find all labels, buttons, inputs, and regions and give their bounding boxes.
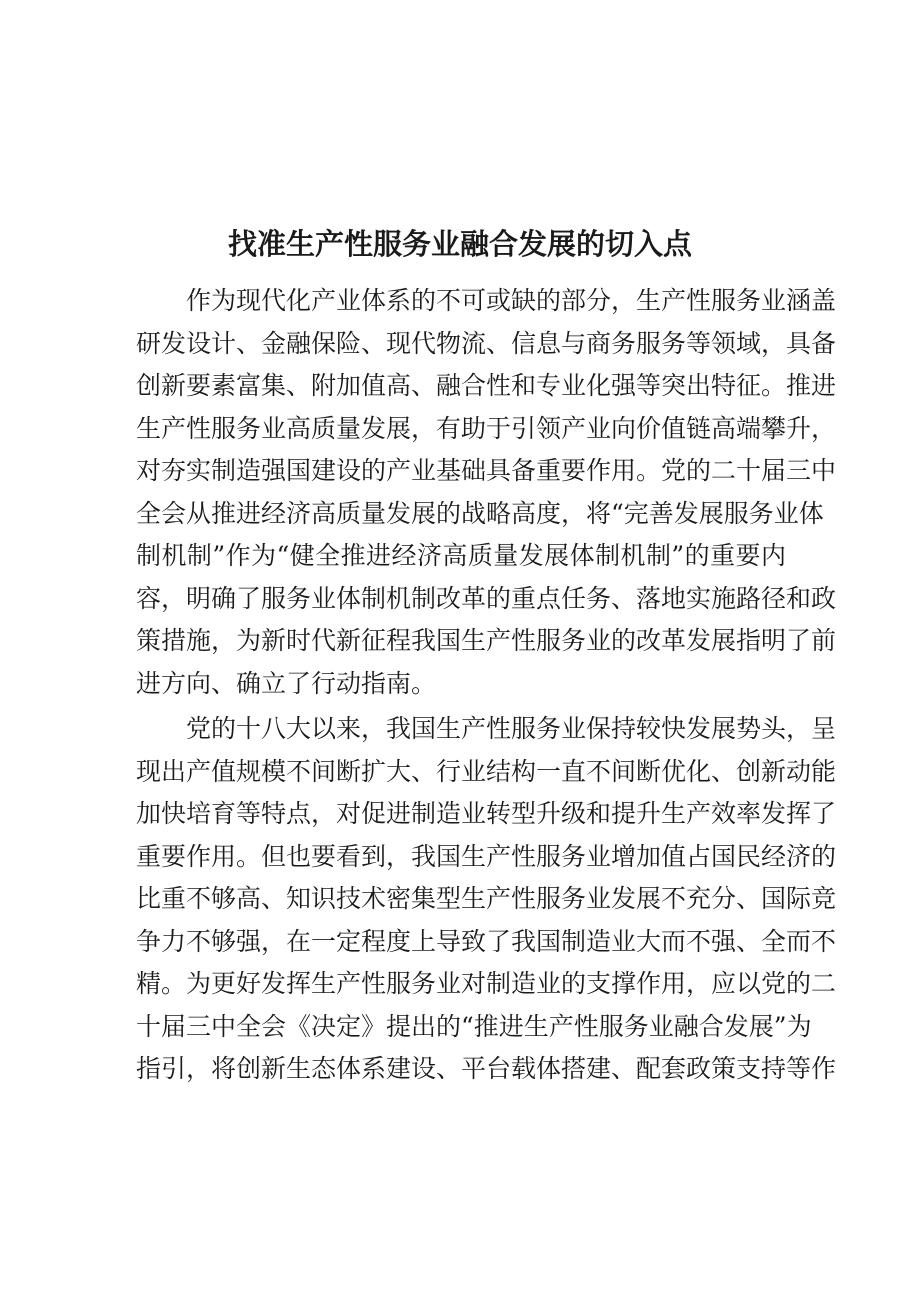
document-title: 找准生产性服务业融合发展的切入点 xyxy=(227,227,692,261)
paragraph-line: 策措施，为新时代新征程我国生产性服务业的改革发展指明了前 xyxy=(136,626,837,655)
paragraph-line: 制机制”作为“健全推进经济高质量发展体制机制”的重要内 xyxy=(136,541,786,570)
paragraph-line: 比重不够高、知识技术密集型生产性服务业发展不充分、国际竞 xyxy=(136,884,837,913)
paragraph-line: 现出产值规模不间断扩大、行业结构一直不间断优化、创新动能 xyxy=(136,756,837,786)
paragraph-line: 创新要素富集、附加值高、融合性和专业化强等突出特征。推进 xyxy=(136,371,837,400)
paragraph-line: 指引，将创新生态体系建设、平台载体搭建、配套政策支持等作 xyxy=(136,1054,837,1083)
paragraph-line: 全会从推进经济高质量发展的战略高度，将“完善发展服务业体 xyxy=(136,498,824,528)
paragraph-line: 研发设计、金融保险、现代物流、信息与商务服务等领域，具备 xyxy=(136,328,837,358)
paragraph-line: 争力不够强，在一定程度上导致了我国制造业大而不强、全而不 xyxy=(136,926,837,956)
paragraph-line: 作为现代化产业体系的不可或缺的部分，生产性服务业涵盖 xyxy=(186,286,837,315)
paragraph-line: 重要作用。但也要看到，我国生产性服务业增加值占国民经济的 xyxy=(136,841,837,871)
paragraph-line: 加快培育等特点，对促进制造业转型升级和提升生产效率发挥了 xyxy=(136,799,837,828)
paragraph-line: 生产性服务业高质量发展，有助于引领产业向价值链高端攀升， xyxy=(136,413,837,443)
paragraph-line: 容，明确了服务业体制机制改革的重点任务、落地实施路径和政 xyxy=(136,583,837,613)
paragraph-line: 党的十八大以来，我国生产性服务业保持较快发展势头，呈 xyxy=(186,714,837,743)
paragraph-line: 精。为更好发挥生产性服务业对制造业的支撑作用，应以党的二 xyxy=(136,969,837,998)
paragraph-line: 十届三中全会《决定》提出的“推进生产性服务业融合发展”为 xyxy=(136,1011,812,1041)
paragraph-line: 进方向、确立了行动指南。 xyxy=(136,668,437,698)
paragraph-2 xyxy=(136,708,837,1091)
paragraph-1 xyxy=(136,280,837,705)
paragraph-line: 对夯实制造强国建设的产业基础具备重要作用。党的二十届三中 xyxy=(136,456,837,485)
